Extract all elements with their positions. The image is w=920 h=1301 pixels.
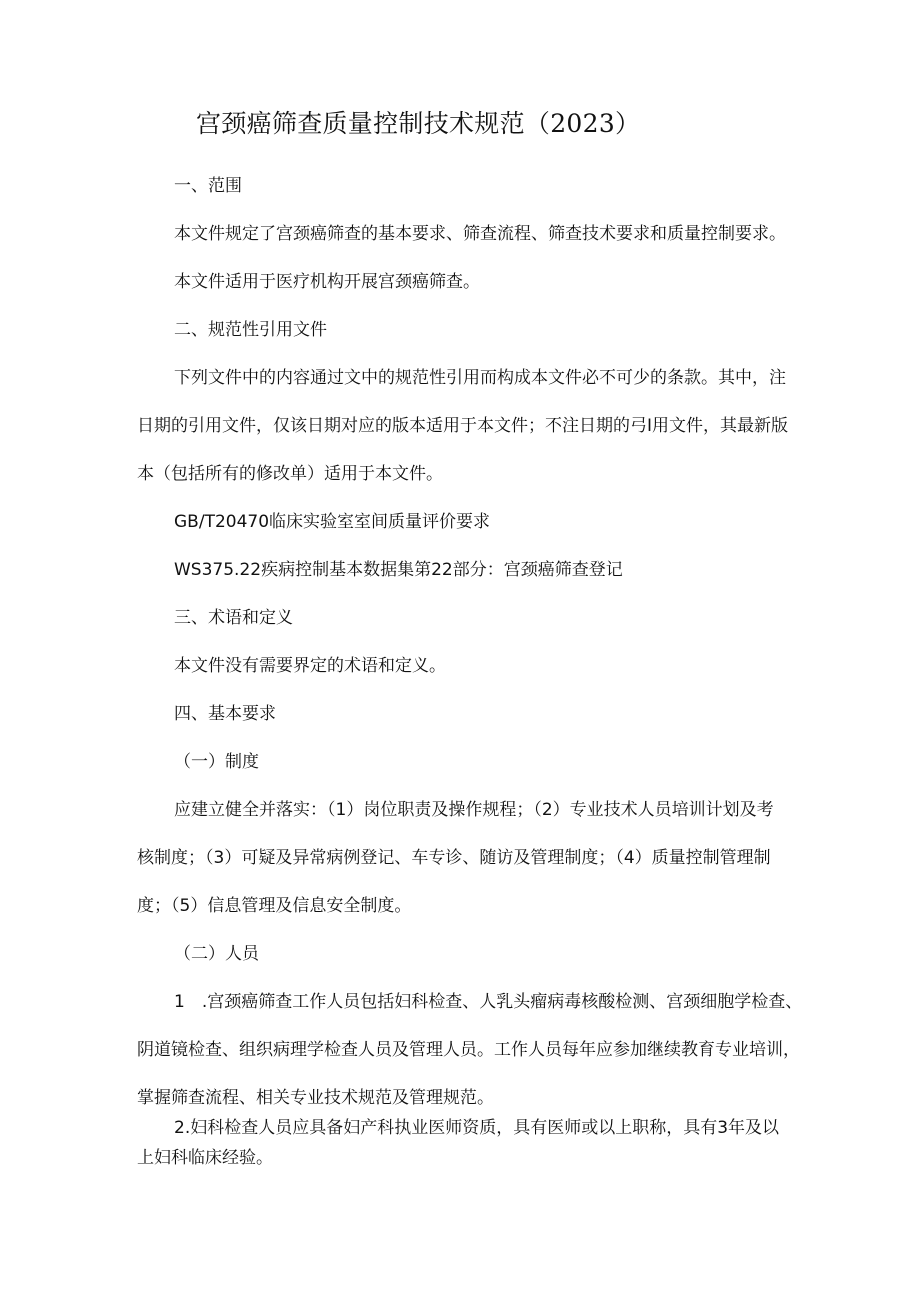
scope-paragraph-1: 本文件规定了宫颈癌筛查的基本要求、筛查流程、筛查技术要求和质量控制要求。 xyxy=(174,224,786,244)
reference-item-2: WS375.22疾病控制基本数据集第22部分：宫颈癌筛查登记 xyxy=(174,560,623,580)
section-heading-scope: 一、范围 xyxy=(174,176,242,196)
subsection-heading-personnel: （二）人员 xyxy=(174,944,259,964)
system-paragraph-line-1: 应建立健全并落实：（1）岗位职责及操作规程；（2）专业技术人员培训计划及考 xyxy=(174,800,774,820)
personnel-item-2-line-2: 上妇科临床经验。 xyxy=(137,1148,273,1168)
scope-paragraph-2: 本文件适用于医疗机构开展宫颈癌筛查。 xyxy=(174,272,480,292)
references-paragraph-line-1: 下列文件中的内容通过文中的规范性引用而构成本文件必不可少的条款。其中，注 xyxy=(174,368,786,388)
section-heading-terms: 三、术语和定义 xyxy=(174,608,293,628)
document-title: 宫颈癌筛查质量控制技术规范（2023） xyxy=(196,109,641,138)
system-paragraph-line-3: 度；（5）信息管理及信息安全制度。 xyxy=(137,896,412,916)
reference-item-1: GB/T20470临床实验室室间质量评价要求 xyxy=(174,512,491,532)
subsection-heading-system: （一）制度 xyxy=(174,752,259,772)
section-heading-basic-requirements: 四、基本要求 xyxy=(174,704,276,724)
section-heading-references: 二、规范性引用文件 xyxy=(174,320,327,340)
personnel-item-1-line-1: 1 .宫颈癌筛查工作人员包括妇科检查、人乳头瘤病毒核酸检测、宫颈细胞学检查、 xyxy=(174,992,803,1012)
personnel-item-1-line-2: 阴道镜检查、组织病理学检查人员及管理人员。工作人员每年应参加继续教育专业培训， xyxy=(137,1040,800,1060)
personnel-item-1-line-3: 掌握筛查流程、相关专业技术规范及管理规范。 xyxy=(137,1088,494,1108)
system-paragraph-line-2: 核制度；（3）可疑及异常病例登记、车专诊、随访及管理制度；（4）质量控制管理制 xyxy=(137,848,771,868)
personnel-item-2-line-1: 2.妇科检查人员应具备妇产科执业医师资质，具有医师或以上职称，具有3年及以 xyxy=(174,1118,780,1138)
references-paragraph-line-2: 日期的引用文件，仅该日期对应的版本适用于本文件；不注日期的弓I用文件，其最新版 xyxy=(137,416,789,436)
references-paragraph-line-3: 本（包括所有的修改单）适用于本文件。 xyxy=(137,464,443,484)
terms-paragraph: 本文件没有需要界定的术语和定义。 xyxy=(174,656,446,676)
